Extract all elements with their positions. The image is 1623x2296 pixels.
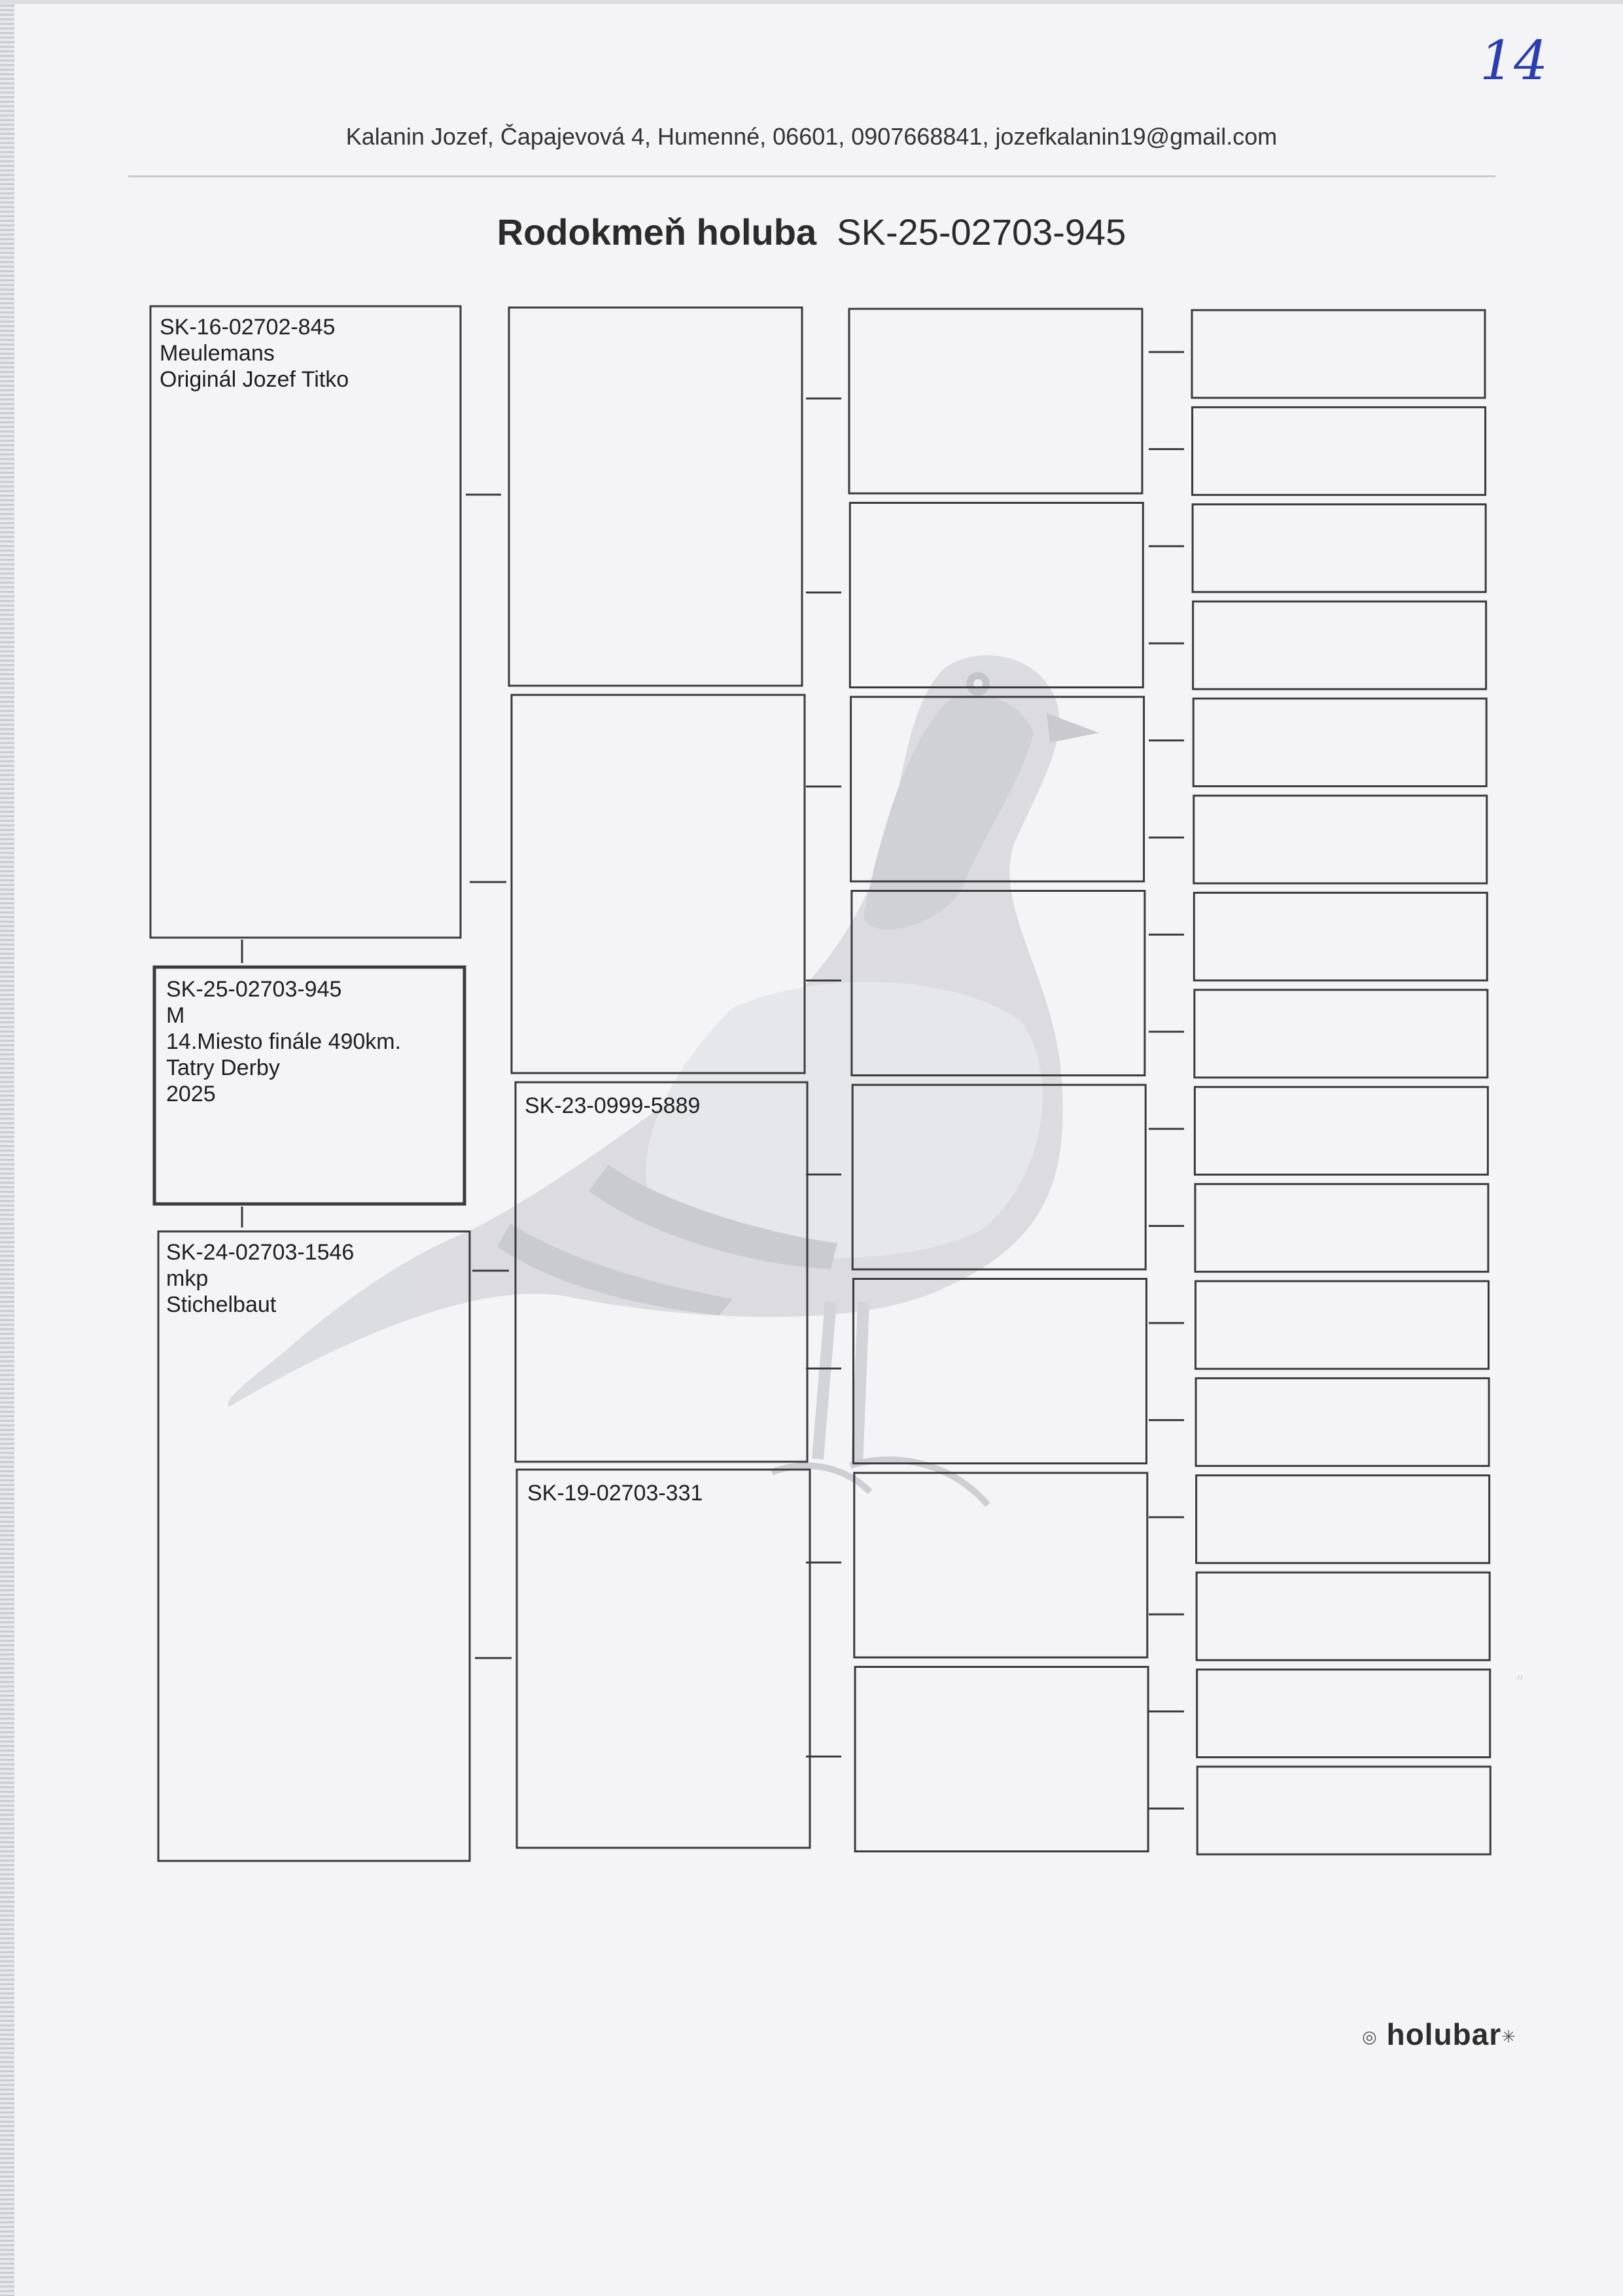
page-title bbox=[0, 211, 1623, 253]
great-great-grandparent-box-5 bbox=[1193, 699, 1486, 786]
great-great-grandparent-box-9 bbox=[1195, 1087, 1488, 1174]
great-grandparent-box-7 bbox=[854, 1473, 1147, 1657]
great-great-grandparent-box-1 bbox=[1192, 310, 1485, 398]
sire-ring: SK-16-02702-845 bbox=[160, 315, 336, 340]
great-great-grandparent-box-8 bbox=[1195, 990, 1488, 1078]
scan-smudge: ″ bbox=[1516, 1672, 1524, 1693]
owner-contact-line: Kalanin Jozef, Čapajevová 4, Humenné, 06601, 0907668841, jozefkalanin19@gmail.com bbox=[345, 123, 1278, 150]
dam-color: mkp bbox=[166, 1266, 209, 1291]
great-grandparent-box-3 bbox=[851, 697, 1144, 881]
great-great-grandparent-box-4 bbox=[1193, 601, 1486, 689]
dam-ring: SK-24-02703-1546 bbox=[166, 1240, 355, 1265]
grandparent-box-4 bbox=[517, 1470, 810, 1848]
title-label: Rodokmeň holuba bbox=[497, 211, 817, 253]
grandparent-box-1 bbox=[509, 308, 802, 686]
great-great-grandparent-box-10 bbox=[1195, 1184, 1488, 1272]
star-icon: ✳ bbox=[1501, 2026, 1516, 2047]
title-ring-number bbox=[827, 211, 837, 253]
great-grandparent-box-5 bbox=[852, 1085, 1145, 1269]
great-grandparent-box-4 bbox=[852, 891, 1145, 1076]
sire-strain: Meulemans bbox=[160, 341, 275, 366]
handwritten-page-number: 14 bbox=[1480, 30, 1548, 92]
sire-box-text bbox=[160, 314, 349, 393]
subject-result: 14.Miesto finále 490km. bbox=[166, 1029, 402, 1054]
grandparent-4-ring: SK-19-02703-331 bbox=[527, 1481, 703, 1506]
great-grandparent-box-8 bbox=[855, 1667, 1148, 1852]
grandparent-4-text bbox=[527, 1480, 703, 1506]
great-great-grandparent-box-7 bbox=[1194, 892, 1487, 980]
sire-origin: Originál Jozef Titko bbox=[160, 367, 349, 392]
logo-text: holubar bbox=[1386, 2017, 1502, 2051]
subject-year: 2025 bbox=[166, 1082, 216, 1106]
dam-box-text bbox=[166, 1239, 354, 1318]
great-great-grandparent-box-16 bbox=[1197, 1767, 1490, 1854]
grandparent-3-text bbox=[525, 1093, 700, 1119]
great-great-grandparent-box-3 bbox=[1193, 504, 1486, 592]
great-grandparent-box-6 bbox=[854, 1279, 1147, 1464]
subject-ring: SK-25-02703-945 bbox=[166, 977, 342, 1002]
great-great-grandparent-box-6 bbox=[1194, 796, 1487, 883]
great-grandparent-box-1 bbox=[849, 309, 1142, 493]
great-great-grandparent-box-11 bbox=[1196, 1281, 1489, 1369]
header-divider bbox=[128, 175, 1495, 177]
sire-box bbox=[150, 306, 461, 938]
grandparent-3-ring: SK-23-0999-5889 bbox=[525, 1093, 701, 1118]
subject-sex: M bbox=[166, 1003, 185, 1028]
title-ring-value: SK-25-02703-945 bbox=[837, 211, 1126, 253]
great-grandparent-box-2 bbox=[850, 503, 1143, 688]
great-great-grandparent-box-2 bbox=[1193, 407, 1486, 495]
holubar-logo bbox=[1362, 2017, 1516, 2052]
dam-strain: Stichelbaut bbox=[166, 1292, 277, 1317]
grandparent-box-2 bbox=[512, 695, 805, 1073]
small-circle-icon: ◎ bbox=[1362, 2026, 1378, 2047]
great-great-grandparent-box-12 bbox=[1196, 1378, 1489, 1466]
grandparent-box-3 bbox=[515, 1082, 807, 1462]
great-great-grandparent-box-13 bbox=[1196, 1475, 1490, 1563]
subject-box-text bbox=[166, 976, 401, 1107]
subject-race: Tatry Derby bbox=[166, 1055, 280, 1080]
dam-box bbox=[158, 1231, 470, 1861]
great-great-grandparent-box-14 bbox=[1196, 1572, 1490, 1660]
great-great-grandparent-box-15 bbox=[1197, 1670, 1490, 1757]
